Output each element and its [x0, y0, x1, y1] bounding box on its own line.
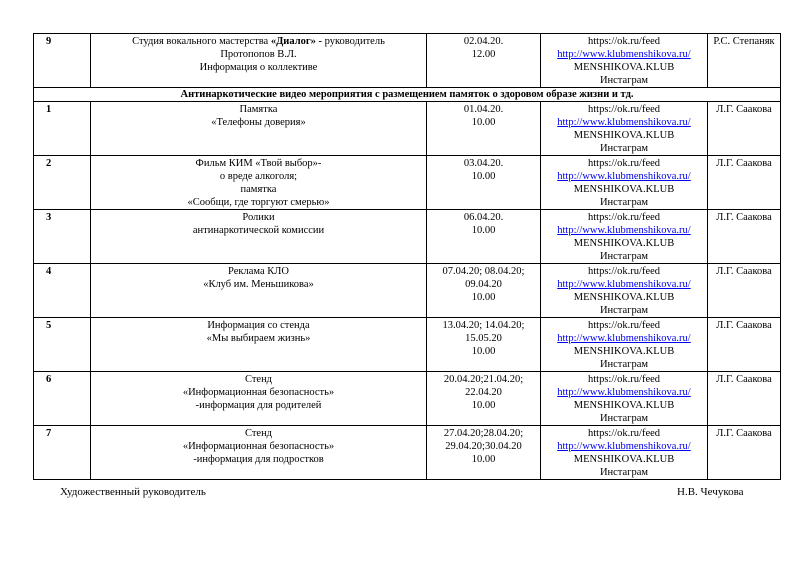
platform-line: MENSHIKOVA.KLUB	[573, 184, 675, 195]
event-title-cell	[91, 102, 427, 156]
platform-line: Инстаграм	[599, 305, 649, 316]
event-title-line: о вреде алкоголя;	[219, 171, 298, 182]
section-heading-row	[34, 88, 781, 102]
platform-line: https://ok.ru/feed	[587, 428, 661, 439]
platform-line: MENSHIKOVA.KLUB	[573, 454, 675, 465]
platform-line: https://ok.ru/feed	[587, 374, 661, 385]
event-title-line: «Телефоны доверия»	[211, 117, 306, 128]
event-title-line: Стенд	[244, 374, 273, 385]
date-line: 02.04.20.	[463, 36, 504, 47]
table-row	[34, 156, 781, 210]
platform-cell	[541, 372, 708, 426]
date-time-cell	[427, 264, 541, 318]
date-line: 01.04.20.	[463, 104, 504, 115]
title-text: Информация о коллективе	[199, 62, 318, 73]
row-number: 2	[34, 156, 91, 210]
platform-line: Инстаграм	[599, 359, 649, 370]
section-heading: Антинаркотические видео мероприятия с размещением памяток о здоровом образе жизни и тд.	[34, 88, 781, 102]
row-number: 5	[34, 318, 91, 372]
event-title-line: антинаркотической комиссии	[192, 225, 325, 236]
date-line: 03.04.20.	[463, 158, 504, 169]
date-time-cell	[427, 426, 541, 480]
date-line: 15.05.20	[465, 333, 502, 344]
event-title-line: памятка	[240, 184, 277, 195]
table-row	[34, 372, 781, 426]
date-line: 10.00	[471, 454, 496, 465]
date-time-cell	[427, 34, 541, 88]
responsible-person: Л.Г. Саакова	[708, 372, 781, 426]
event-title-cell	[91, 156, 427, 210]
date-line: 22.04.20	[465, 387, 502, 398]
event-title-line: Фильм КИМ «Твой выбор»-	[195, 158, 322, 169]
platform-line: MENSHIKOVA.KLUB	[573, 130, 675, 141]
platform-line: Инстаграм	[599, 197, 649, 208]
footer-position: Художественный руководитель	[60, 486, 206, 498]
responsible-person: Р.С. Степаняк	[708, 34, 781, 88]
event-title-line: «Мы выбираем жизнь»	[206, 333, 311, 344]
row-number: 9	[34, 34, 91, 88]
event-title-line: Информация со стенда	[207, 320, 310, 331]
table-row	[34, 426, 781, 480]
date-time-cell	[427, 318, 541, 372]
event-title-cell	[91, 264, 427, 318]
club-website-link[interactable]: http://www.klubmenshikova.ru/	[557, 171, 691, 182]
platform-cell	[541, 264, 708, 318]
table-row	[34, 210, 781, 264]
title-text: руководитель	[324, 36, 385, 47]
table-row	[34, 34, 781, 88]
event-title-cell	[91, 318, 427, 372]
date-line: 10.00	[471, 225, 496, 236]
platform-line: https://ok.ru/feed	[587, 212, 661, 223]
platform-line: https://ok.ru/feed	[587, 36, 661, 47]
title-bold-text: «Диалог» -	[270, 36, 325, 47]
platform-line: MENSHIKOVA.KLUB	[573, 292, 675, 303]
platform-line: Инстаграм	[599, 75, 649, 86]
club-website-link[interactable]: http://www.klubmenshikova.ru/	[557, 333, 691, 344]
club-website-link[interactable]: http://www.klubmenshikova.ru/	[557, 441, 691, 452]
responsible-person: Л.Г. Саакова	[708, 426, 781, 480]
date-line: 10.00	[471, 171, 496, 182]
event-title-line: Реклама КЛО	[228, 266, 289, 277]
date-line: 10.00	[471, 400, 496, 411]
event-title-line: «Сообщи, где торгуют смерью»	[187, 197, 330, 208]
title-text: Студия вокального мастерства	[132, 36, 271, 47]
date-line: 07.04.20; 08.04.20;	[442, 266, 525, 277]
event-title-line: Памятка	[239, 104, 278, 115]
club-website-link[interactable]: http://www.klubmenshikova.ru/	[557, 279, 691, 290]
event-title-line	[94, 35, 423, 48]
date-time-cell	[427, 210, 541, 264]
responsible-person: Л.Г. Саакова	[708, 264, 781, 318]
event-title-line: Ролики	[242, 212, 275, 223]
table-row	[34, 318, 781, 372]
club-website-link[interactable]: http://www.klubmenshikova.ru/	[557, 49, 691, 60]
event-title-cell	[91, 210, 427, 264]
table-row	[34, 102, 781, 156]
date-line: 10.00	[471, 346, 496, 357]
schedule-table	[33, 33, 781, 480]
event-title-line	[94, 48, 423, 61]
date-line: 12.00	[471, 49, 496, 60]
platform-line: MENSHIKOVA.KLUB	[573, 346, 675, 357]
date-line: 06.04.20.	[463, 212, 504, 223]
event-title-line: «Клуб им. Меньшикова»	[203, 279, 314, 290]
platform-line: Инстаграм	[599, 251, 649, 262]
table-row	[34, 264, 781, 318]
platform-line: MENSHIKOVA.KLUB	[573, 62, 675, 73]
date-line: 09.04.20	[465, 279, 502, 290]
responsible-person: Л.Г. Саакова	[708, 318, 781, 372]
row-number: 4	[34, 264, 91, 318]
platform-cell	[541, 102, 708, 156]
platform-line: MENSHIKOVA.KLUB	[573, 400, 675, 411]
event-title-cell	[91, 372, 427, 426]
date-time-cell	[427, 156, 541, 210]
platform-line: Инстаграм	[599, 143, 649, 154]
row-number: 7	[34, 426, 91, 480]
platform-cell	[541, 156, 708, 210]
event-title-cell	[91, 34, 427, 88]
date-line: 10.00	[471, 117, 496, 128]
event-title-line: «Информационная безопасность»	[182, 387, 335, 398]
event-title-line: -информация для подростков	[193, 454, 324, 465]
responsible-person: Л.Г. Саакова	[708, 102, 781, 156]
responsible-person: Л.Г. Саакова	[708, 156, 781, 210]
club-website-link[interactable]: http://www.klubmenshikova.ru/	[557, 117, 691, 128]
date-line: 20.04.20;21.04.20;	[443, 374, 524, 385]
event-title-line: Стенд	[244, 428, 273, 439]
platform-cell	[541, 318, 708, 372]
row-number: 1	[34, 102, 91, 156]
platform-cell	[541, 210, 708, 264]
date-line: 10.00	[471, 292, 496, 303]
platform-line: MENSHIKOVA.KLUB	[573, 238, 675, 249]
platform-line: https://ok.ru/feed	[587, 266, 661, 277]
row-number: 6	[34, 372, 91, 426]
platform-cell	[541, 34, 708, 88]
event-title-line: -информация для родителей	[195, 400, 322, 411]
row-number: 3	[34, 210, 91, 264]
date-time-cell	[427, 372, 541, 426]
event-title-line: «Информационная безопасность»	[182, 441, 335, 452]
event-title-cell	[91, 426, 427, 480]
date-line: 27.04.20;28.04.20;	[443, 428, 524, 439]
club-website-link[interactable]: http://www.klubmenshikova.ru/	[557, 387, 691, 398]
schedule-table-body	[34, 34, 781, 480]
footer-signatory-name: Н.В. Чечукова	[677, 486, 744, 498]
platform-line: https://ok.ru/feed	[587, 158, 661, 169]
event-title-line	[94, 61, 423, 74]
date-time-cell	[427, 102, 541, 156]
platform-line: Инстаграм	[599, 467, 649, 478]
date-line: 13.04.20; 14.04.20;	[442, 320, 525, 331]
club-website-link[interactable]: http://www.klubmenshikova.ru/	[557, 225, 691, 236]
responsible-person: Л.Г. Саакова	[708, 210, 781, 264]
platform-cell	[541, 426, 708, 480]
platform-line: https://ok.ru/feed	[587, 320, 661, 331]
date-line: 29.04.20;30.04.20	[445, 441, 522, 452]
title-text: Протопопов В.Л.	[220, 49, 297, 60]
platform-line: https://ok.ru/feed	[587, 104, 661, 115]
platform-line: Инстаграм	[599, 413, 649, 424]
